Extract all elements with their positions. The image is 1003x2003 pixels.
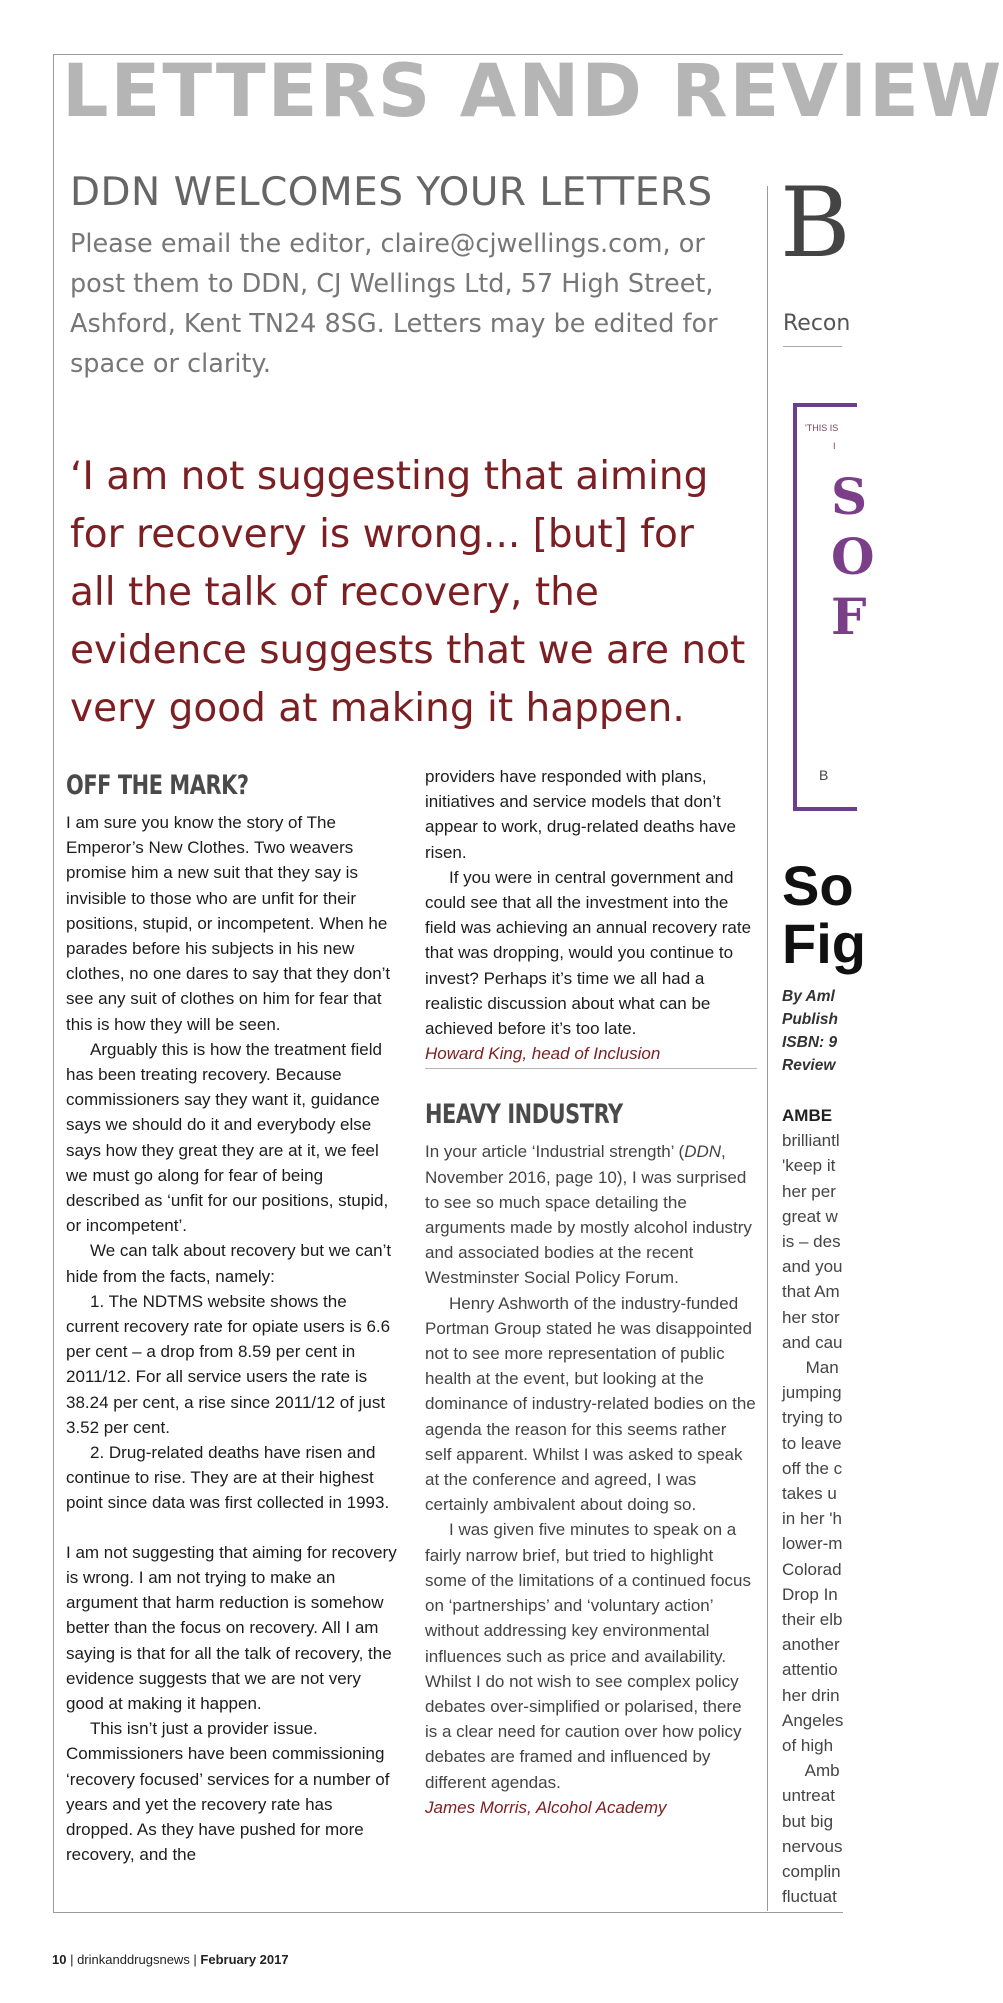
book-cover-title: S O F (831, 467, 875, 646)
pull-quote: ‘I am not suggesting that aiming for recovery is wrong... [but] for all the talk of recovery, the evidence suggests that we are not very good at making it happen. (70, 454, 746, 731)
letter1-paragraph: We can talk about recovery but we can’t hide from the facts, namely: (66, 1241, 392, 1286)
letter1-list-item: 2. Drug-related deaths have risen and continue to rise. They are at their highest point since data was first collected in 1993. (66, 1443, 390, 1513)
letter2-paragraph: Henry Ashworth of the industry-funded Portman Group stated he was disappointed not to see more representation of public health at the event, but looking at the dominance of industry-related bodies on the agenda the reason for this seems rather self apparent. Whilst I was asked to speak at the conference and agreed, I was certainly ambivalent about doing so. (425, 1293, 756, 1515)
letter1-paragraph: providers have responded with plans, initiatives and service models that don’t appear to work, drug-related deaths have risen. (425, 767, 736, 862)
letter2-text: , November 2016, page 10), I was surprised to see so much space detailing the arguments made by mostly alcohol industry and associated bodies at the recent Westminster Social Policy Forum. (425, 1142, 752, 1288)
letter1-paragraph: Arguably this is how the treatment field has been treating recovery. Because commissioners say they want it, guidance says we should do it and everybody else says how they great they are at it, we feel we must go along for fear of being described as ‘unfit for our positions, stupid, or incompetent’. (66, 1039, 389, 1236)
letter2-heading: HEAVY INDUSTRY (425, 1099, 623, 1131)
column-middle (425, 764, 757, 1820)
page-number: 10 (52, 1952, 67, 1967)
letter-divider (425, 1068, 757, 1069)
column-left (66, 768, 398, 1867)
section-masthead: LETTERS AND REVIEW (62, 49, 1003, 134)
review-section-letter: B (780, 167, 851, 279)
letter2-paragraph (425, 1139, 757, 1290)
letters-welcome-title: DDN WELCOMES YOUR LETTERS (70, 170, 713, 215)
letters-welcome-text: Please email the editor, claire@cjwellings.com, or post them to DDN, CJ Wellings Ltd, 57 High Street, Ashford, Kent TN24 8SG. Letters may be edited for space or clarity. (70, 229, 718, 379)
letter2-text: In your article ‘Industrial strength’ ( (425, 1142, 685, 1162)
review-lead: AMBE (782, 1106, 833, 1125)
letter2-paragraph: I was given five minutes to speak on a fairly narrow brief, but tried to highlight some of the limitations of a continued focus on ‘partnerships’ and ‘voluntary action’ without addressing key environmental influences such as price and availability. Whilst I do not wish to see complex policy debates over-simplified or polarised, there is a clear need for caution over how policy debates are framed and influenced by different agendas. (425, 1520, 752, 1792)
column-rule (767, 186, 768, 1911)
letter1-list-item: 1. The NDTMS website shows the current recovery rate for opiate users is 6.6 per cent – a drop from 8.59 per cent in 2011/12. For all service users the rate is 38.24 per cent, a rise since 2011/12 of just 3.52 per cent. (66, 1291, 391, 1437)
book-cover-text: 'THIS IS (805, 423, 839, 433)
book-cover-author: B (819, 767, 831, 783)
book-cover-text: I (833, 441, 836, 451)
letter1-paragraph: I am sure you know the story of The Emperor’s New Clothes. Two weavers promise him a new suit that they say is invisible to those who are unfit for their positions, stupid, or incompetent. When he parades before his subjects in his new clothes, no one dares to say that they don’t see any suit of clothes on him for fear that this is how they will be seen. (66, 813, 391, 1034)
review-body (782, 1103, 843, 1910)
letter1-paragraph: This isn’t just a provider issue. Commissioners have been commissioning ‘recovery focused’ services for a number of years and yet the recovery rate has dropped. As they have pushed for more recovery, and the (66, 1719, 390, 1865)
book-cover-image (793, 403, 875, 811)
letter1-paragraph: I am not suggesting that aiming for recovery is wrong. I am not trying to make an argument that harm reduction is somehow better than the focus on recovery. All I am saying is that for all the talk of recovery, the evidence suggests that we are not very good at making it happen. (66, 1542, 397, 1713)
review-meta: By Aml Publish ISBN: 9 Review (782, 988, 838, 1074)
letter2-publication-name: DDN (684, 1142, 722, 1162)
review-rule (783, 346, 842, 347)
letter1-heading: OFF THE MARK? (66, 770, 249, 801)
letter1-paragraph: If you were in central government and could see that all the investment into the field was achieving an annual recovery rate that was dropping, would you continue to invest? Perhaps it’s time we all had a realistic discussion about what can be achieved before it’s too late. (425, 867, 752, 1039)
review-title: So Fig (782, 854, 866, 975)
footer-issue: February 2017 (200, 1952, 289, 1967)
review-section-label: Recon (783, 311, 851, 336)
review-body-text: brilliantl 'keep it her per great w is – des and you that Am her stor and cau Man jumping trying to to leave off the c takes u in her 'h lower-m Colorad Drop In their elb another attentio her drin Angeles of high Amb untreat but big nervous complin fluctuat (782, 1131, 844, 1907)
footer-site: drinkanddrugsnews (77, 1952, 190, 1967)
letter2-signature: James Morris, Alcohol Academy (425, 1797, 667, 1817)
letter1-signature: Howard King, head of Inclusion (425, 1044, 661, 1064)
page-footer: 10 | drinkanddrugsnews | February 2017 (52, 1952, 289, 1967)
